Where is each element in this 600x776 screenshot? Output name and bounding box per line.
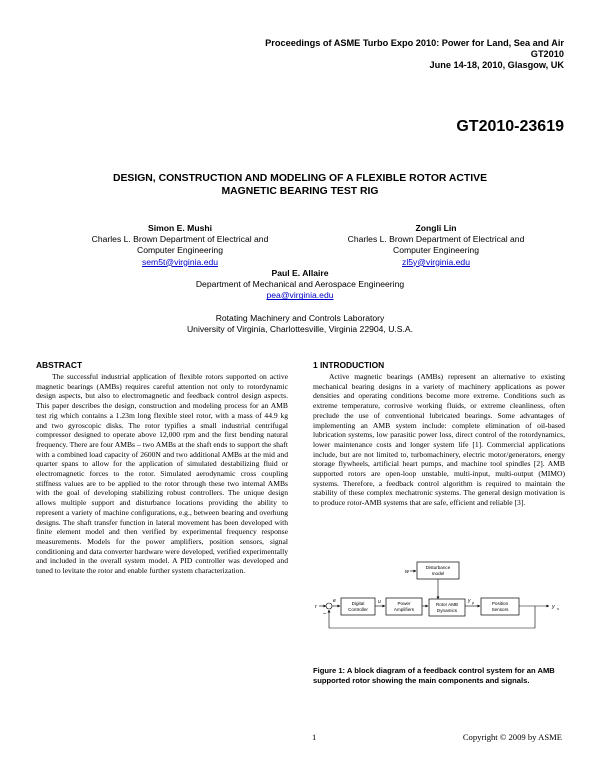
lab-block	[100, 313, 500, 335]
amplifier-label-1: Power	[397, 601, 411, 606]
signal-w-label: w	[405, 569, 409, 575]
abstract-paragraph: The successful industrial application of flexible rotors supported on active magnetic bearings (AMBs) requires careful attention not only to rotordynamic design aspects, but also to electromagnetic and feedback control design aspects. This paper describes the design, construction and modeling process for an AMB test rig which contains a 1.23m long flexible steel rotor, with a mass of 44.9 kg and two gyroscopic disks. The rotor typifies a small industrial centrifugal compressor designed to operate above 12,000 rpm and the first bending natural frequency. There are four AMBs – two AMBs at the shaft ends to support the shaft with a combined load capacity of 2600N and two additional AMBs at the mid and quarter spans to allow for the application of simulated destabilizing fluid or electromagnetic forces to the rotor. Simulated aerodynamic cross coupling stiffness values are to be applied to the rotor through these two internal AMBs with the goal of developing stabilizing robust controllers. The unique design allows multiple support and disturbance locations providing the ability to represent a variety of machine configurations, e.g., between bearing and overhung designs. The shaft transfer function in lateral movement has been developed with finite element model and then verified by experimental frequency response measurements. Models for the power amplifiers, position sensors, signal conditioning and data converter hardware were developed, verified experimentally and included in the overall system model. A PID controller was developed and tuned to levitate the rotor and enable further system characterization.	[36, 372, 288, 576]
introduction-heading: 1 INTRODUCTION	[313, 360, 385, 370]
signal-yp-label: y	[468, 598, 471, 604]
lab-name: Rotating Machinery and Controls Laboratory	[215, 313, 385, 323]
conference-name: Proceedings of ASME Turbo Expo 2010: Power for Land, Sea and Air	[265, 38, 564, 48]
amplifier-label-2: Amplifiers	[393, 607, 415, 612]
lab-address: University of Virginia, Charlottesville, Virginia 22904, U.S.A.	[186, 324, 414, 335]
paper-title	[40, 172, 560, 198]
disturbance-label-1: Disturbance	[425, 565, 451, 570]
summing-junction	[326, 603, 332, 609]
introduction-body	[313, 372, 565, 508]
sensor-label-2: Sensors	[491, 607, 509, 612]
figure-caption: Figure 1: A block diagram of a feedback control system for an AMB supported rotor showing the main components and signals.	[313, 666, 555, 685]
author-affiliation: Department of Mechanical and Aerospace Engineering	[195, 279, 405, 290]
author-affiliation: Charles L. Brown Department of Electrical and	[91, 234, 269, 245]
introduction-paragraph: Active magnetic bearings (AMBs) represent an alternative to existing mechanical bearing designs in a variety of machinery applications as power densities and operating conditions become more extreme. Conditions such as extreme temperature, corrosive working fluids, or extreme cleanliness, often preclude the use of conventional lubricated bearings. Some advantages of implementing an AMB system include: complete elimination of oil-based lubrication systems, low parasitic power loss, direct control of the rotordynamics, lower maintenance costs and longer system life [1]. Commercial applications include, but are not limited to, turbomachinery, electric motor/generators, energy storage flywheels, artificial heart pumps, and machine tool spindles [2]. AMB supported rotors are open-loop unstable, multi-input, multi-output (MIMO) systems. Therefore, a feedback control algorithm is required to maintain the stability of these complex mechatronic systems. The general design motivation is to produce rotor-AMB systems that are safe, efficient and reliable [3].	[313, 372, 565, 508]
controller-label-1: Digital	[351, 601, 365, 606]
page-number: 1	[312, 732, 317, 742]
title-line-1: DESIGN, CONSTRUCTION AND MODELING OF A FLEXIBLE ROTOR ACTIVE	[112, 173, 488, 184]
block-diagram-figure	[313, 558, 565, 644]
rotor-label-1: Rotor AMB	[435, 602, 459, 607]
signal-yp-subscript: p	[472, 601, 474, 605]
conference-code: GT2010	[530, 49, 564, 59]
conference-date-location: June 14-18, 2010, Glasgow, UK	[429, 60, 564, 70]
author-affiliation: Charles L. Brown Department of Electrical and	[347, 234, 525, 245]
author-name: Zongli Lin	[415, 223, 457, 233]
copyright-notice: Copyright © 2009 by ASME	[462, 732, 562, 742]
author-email-link[interactable]: zl5y@virginia.edu	[402, 256, 470, 267]
author-block-2	[314, 223, 558, 268]
paper-id: GT2010-23619	[456, 118, 564, 135]
author-name: Simon E. Mushi	[148, 223, 212, 233]
author-email-link[interactable]: sem5t@virginia.edu	[141, 256, 219, 267]
abstract-heading: ABSTRACT	[36, 360, 83, 370]
disturbance-label-2: model	[431, 571, 445, 576]
author-affiliation: Computer Engineering	[393, 245, 479, 256]
signal-u-label: u	[378, 599, 381, 605]
signal-r-label: r	[315, 604, 317, 610]
signal-ys-label: y	[552, 604, 555, 610]
rotor-label-2: Dynamics	[436, 608, 458, 613]
author-block-3	[150, 268, 450, 302]
author-affiliation: Computer Engineering	[137, 245, 223, 256]
minus-sign: –	[323, 611, 327, 617]
author-block-1	[60, 223, 300, 268]
author-email-link[interactable]: pea@virginia.edu	[266, 290, 334, 301]
controller-label-2: Controller	[348, 607, 368, 612]
author-name: Paul E. Allaire	[271, 268, 329, 278]
sensor-label-1: Position	[491, 601, 509, 606]
signal-ys-subscript: s	[557, 607, 559, 611]
title-line-2: MAGNETIC BEARING TEST RIG	[221, 186, 379, 197]
conference-header	[265, 38, 564, 71]
signal-e-label: e	[333, 598, 336, 604]
abstract-body	[36, 372, 288, 576]
